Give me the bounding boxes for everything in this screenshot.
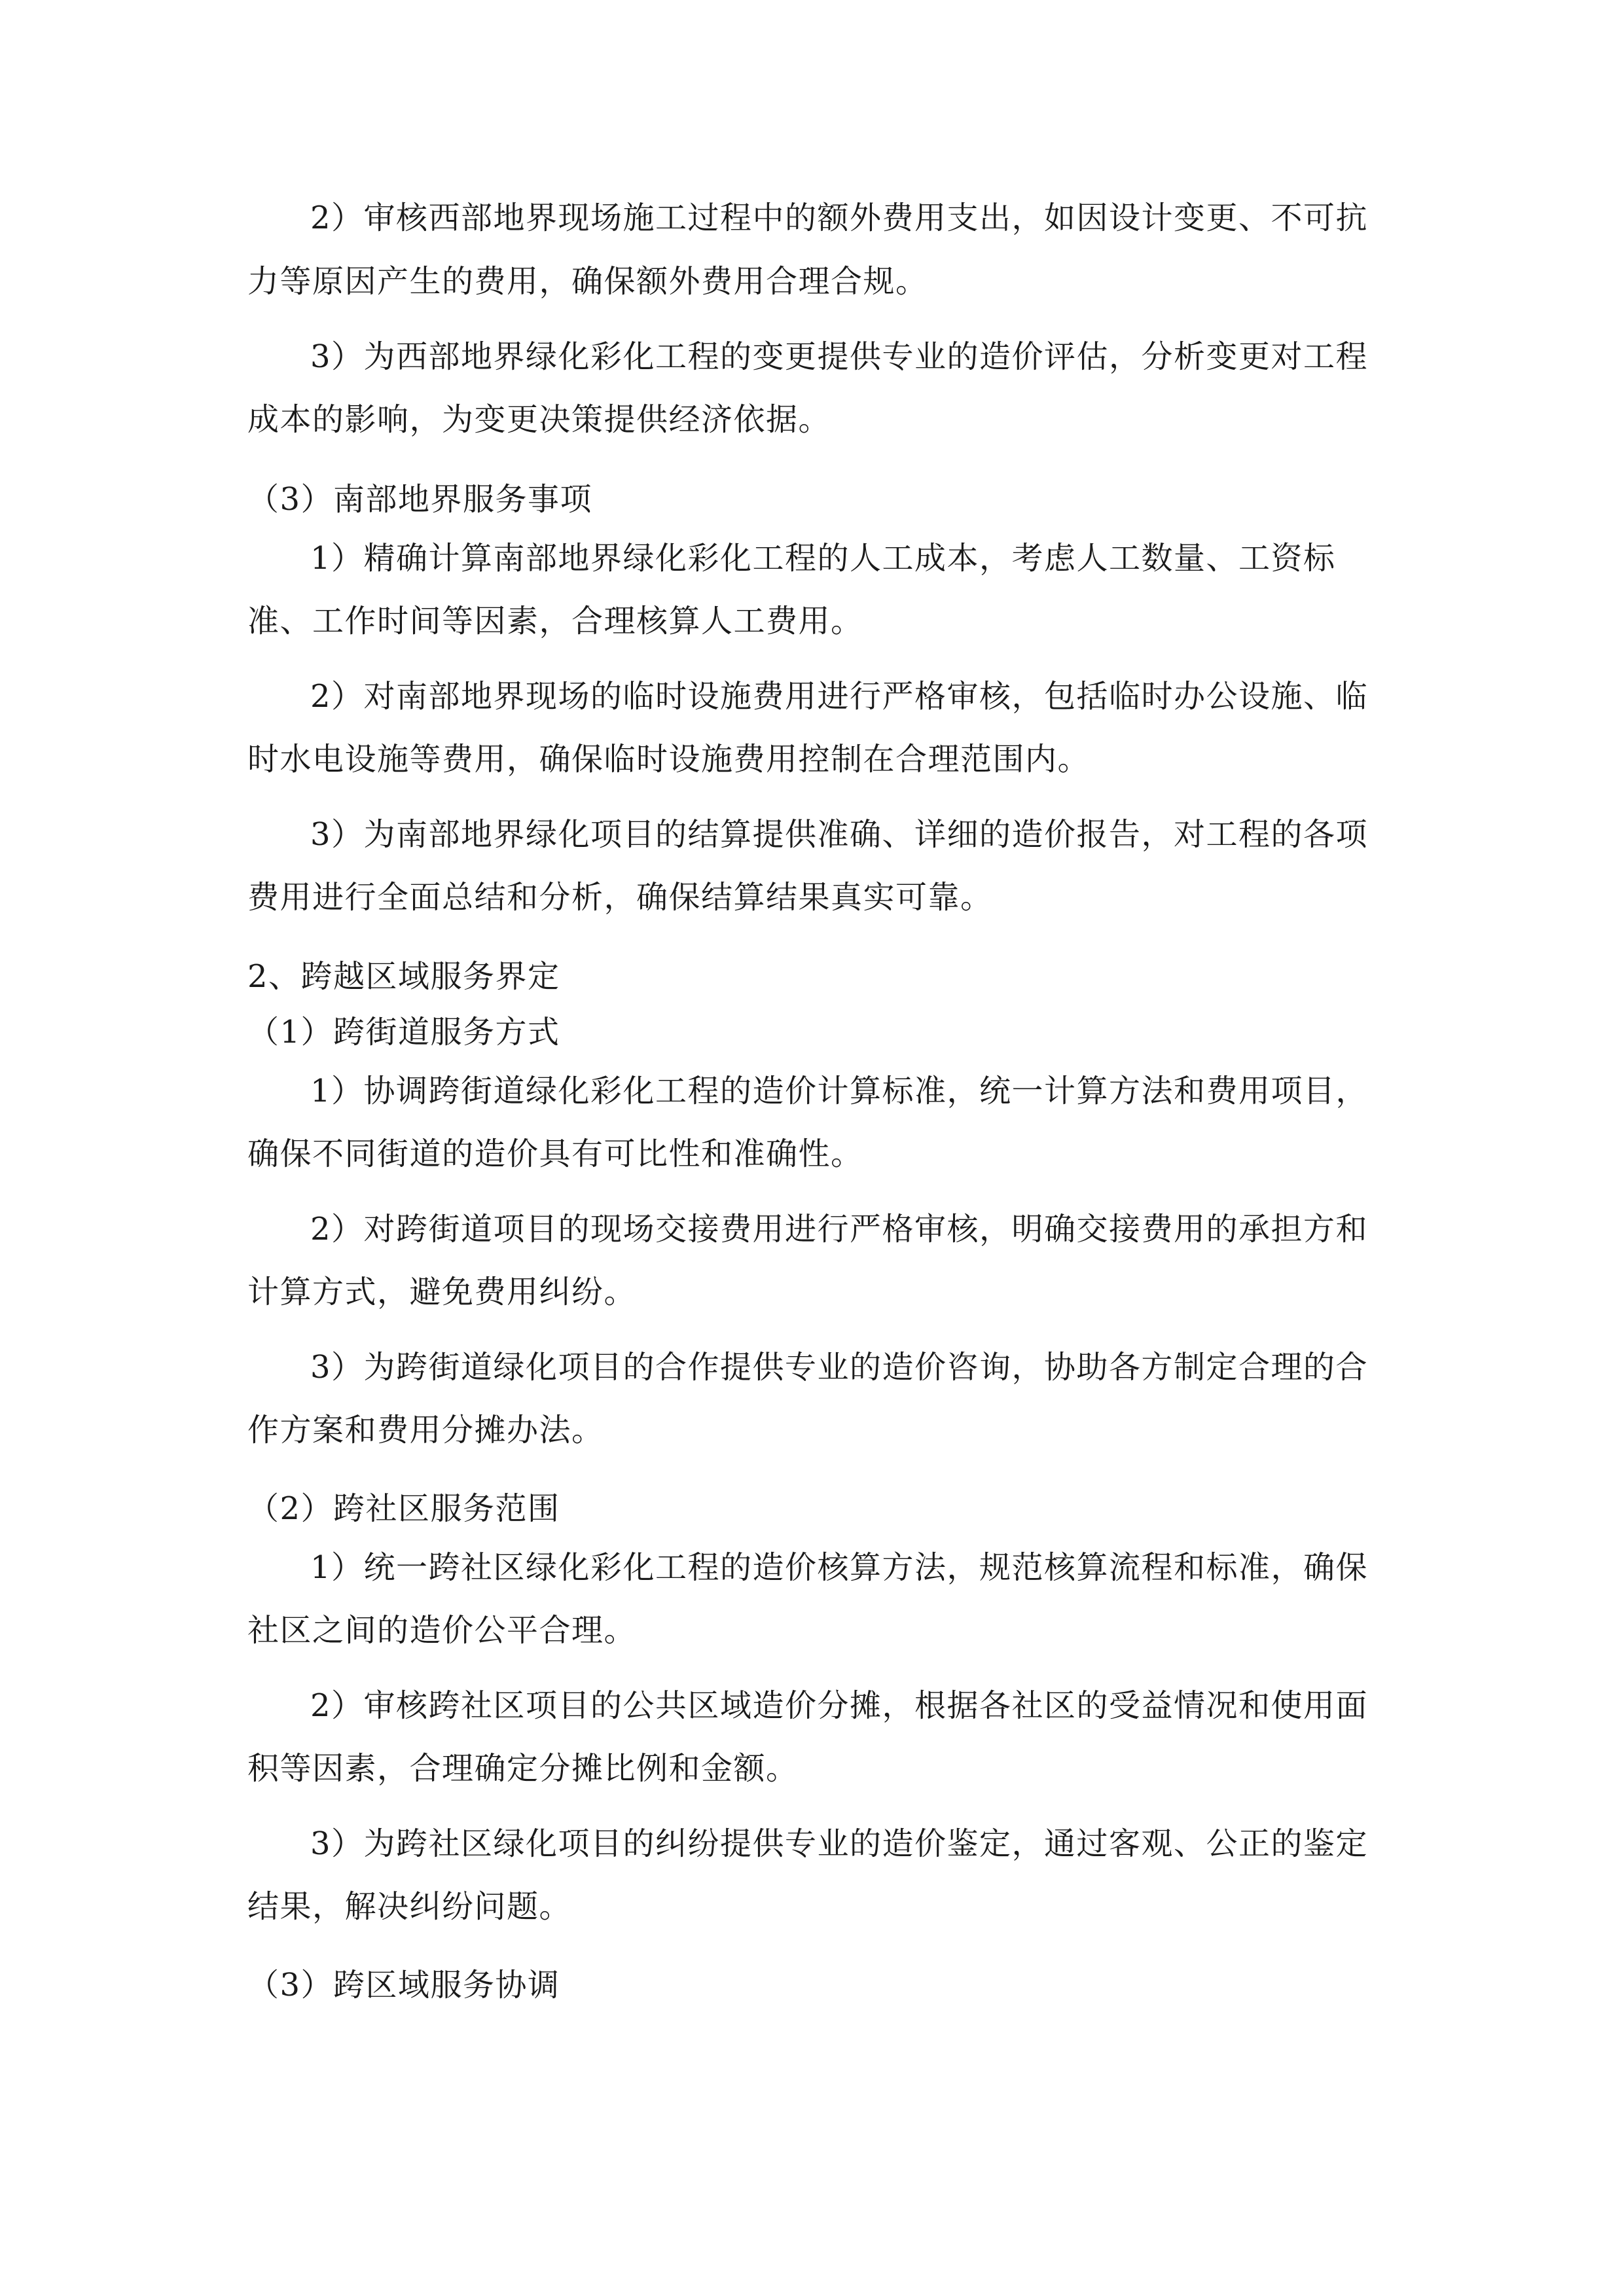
section-heading: （3）南部地界服务事项	[247, 481, 593, 518]
paragraph-line: 2）对南部地界现场的临时设施费用进行严格审核，包括临时办公设施、临	[310, 678, 1369, 715]
paragraph-line: 确保不同街道的造价具有可比性和准确性。	[247, 1136, 863, 1172]
paragraph-line: 积等因素，合理确定分摊比例和金额。	[247, 1750, 799, 1787]
paragraph-line: 2）审核跨社区项目的公共区域造价分摊，根据各社区的受益情况和使用面	[310, 1687, 1369, 1724]
paragraph-line: 1）协调跨街道绿化彩化工程的造价计算标准，统一计算方法和费用项目，	[310, 1073, 1369, 1109]
paragraph-line: 力等原因产生的费用，确保额外费用合理合规。	[247, 263, 928, 300]
subsection-heading: （2）跨社区服务范围	[247, 1490, 560, 1527]
subsection-heading: （3）跨区域服务协调	[247, 1967, 560, 2003]
paragraph-line: 费用进行全面总结和分析，确保结算结果真实可靠。	[247, 879, 993, 916]
paragraph-line: 2）对跨街道项目的现场交接费用进行严格审核，明确交接费用的承担方和	[310, 1211, 1369, 1247]
paragraph-line: 3）为南部地界绿化项目的结算提供准确、详细的造价报告，对工程的各项	[310, 816, 1369, 853]
paragraph-line: 2）审核西部地界现场施工过程中的额外费用支出，如因设计变更、不可抗	[310, 200, 1369, 236]
paragraph-line: 成本的影响，为变更决策提供经济依据。	[247, 401, 831, 438]
document-page	[247, 0, 1386, 2296]
subsection-heading: （1）跨街道服务方式	[247, 1014, 560, 1050]
paragraph-line: 1）统一跨社区绿化彩化工程的造价核算方法，规范核算流程和标准，确保	[310, 1549, 1369, 1586]
section-heading: 2、跨越区域服务界定	[247, 958, 560, 995]
paragraph-line: 作方案和费用分摊办法。	[247, 1412, 604, 1448]
paragraph-line: 社区之间的造价公平合理。	[247, 1612, 637, 1649]
paragraph-line: 计算方式，避免费用纠纷。	[247, 1274, 637, 1310]
paragraph-line: 3）为跨社区绿化项目的纠纷提供专业的造价鉴定，通过客观、公正的鉴定	[310, 1825, 1369, 1862]
paragraph-line: 3）为跨街道绿化项目的合作提供专业的造价咨询，协助各方制定合理的合	[310, 1349, 1369, 1386]
paragraph-line: 结果，解决纠纷问题。	[247, 1888, 572, 1925]
paragraph-line: 1）精确计算南部地界绿化彩化工程的人工成本，考虑人工数量、工资标	[310, 540, 1336, 577]
paragraph-line: 时水电设施等费用，确保临时设施费用控制在合理范围内。	[247, 741, 1091, 778]
paragraph-line: 准、工作时间等因素，合理核算人工费用。	[247, 603, 863, 639]
paragraph-line: 3）为西部地界绿化彩化工程的变更提供专业的造价评估，分析变更对工程	[310, 338, 1369, 375]
